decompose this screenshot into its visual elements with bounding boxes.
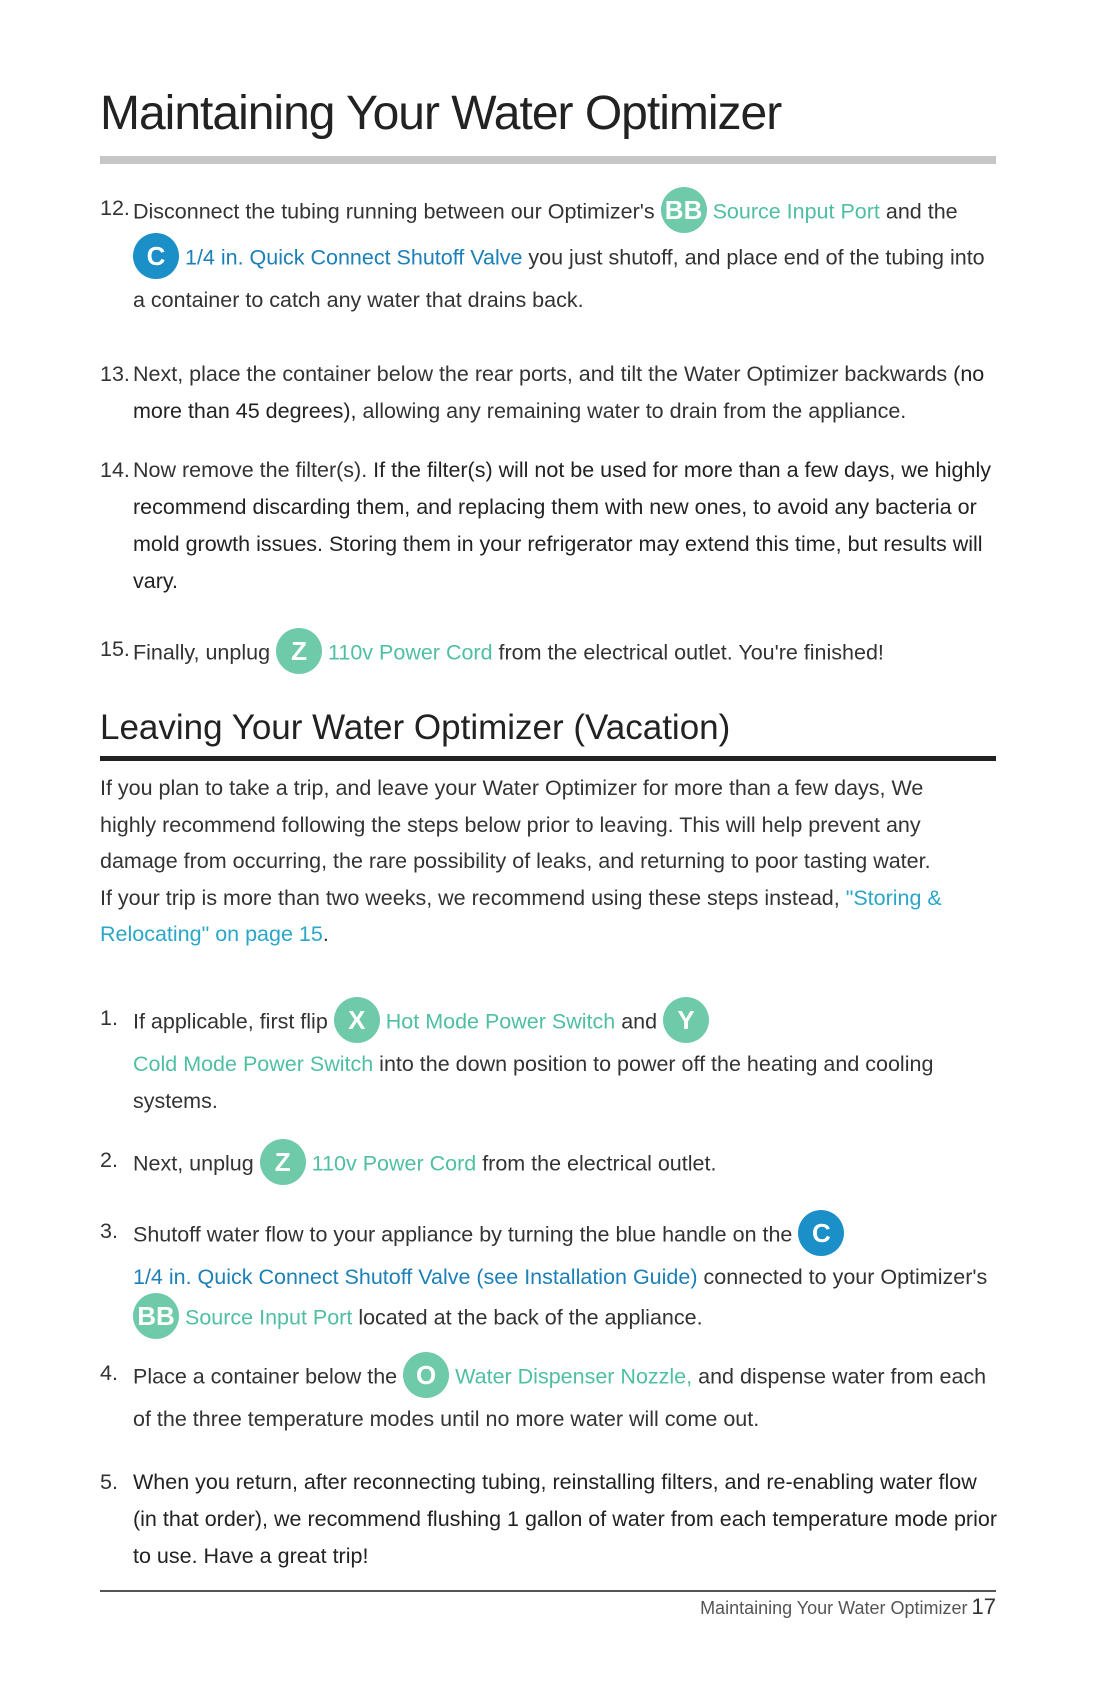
part-quick-connect-valve: 1/4 in. Quick Connect Shutoff Valve (see Installation Guide) xyxy=(133,1265,698,1289)
step-text: When you return, after reconnecting tubing, reinstalling filters, and re-enabling water flow (in that order), we recommend flushing 1 gallon of water from each temperature mode prior to use. Have a great trip! xyxy=(133,1470,997,1568)
step-14 xyxy=(100,452,1000,600)
badge-x: X xyxy=(334,997,380,1043)
section-divider xyxy=(100,756,996,761)
page-title: Maintaining Your Water Optimizer xyxy=(100,87,782,140)
step-text: you just shutoff, and place end of the tubing into a container to catch any water that drains back. xyxy=(133,245,985,312)
step-number: 4. xyxy=(100,1361,118,1385)
page-footer xyxy=(700,1594,996,1620)
badge-z: Z xyxy=(260,1139,306,1185)
step-number: 2. xyxy=(100,1148,118,1172)
part-hot-mode-switch: Hot Mode Power Switch xyxy=(385,1009,616,1034)
step-12 xyxy=(100,190,1000,319)
step-text: allowing any remaining water to drain from the appliance. xyxy=(362,399,907,423)
step-number: 5. xyxy=(100,1470,118,1494)
step-text: and xyxy=(621,1009,658,1034)
step-text: and the xyxy=(885,199,958,224)
footer-title: Maintaining Your Water Optimizer xyxy=(700,1598,968,1618)
section-intro xyxy=(100,770,980,953)
step-text: Shutoff water flow to your appliance by turning the blue handle on the xyxy=(133,1222,793,1247)
badge-c: C xyxy=(133,233,179,279)
step-number: 13. xyxy=(100,362,130,386)
part-power-cord: 110v Power Cord xyxy=(328,640,493,665)
step-text: If applicable, first flip xyxy=(133,1009,328,1034)
step-text: and dispense water from each of the three temperature modes until no more water will come out. xyxy=(133,1364,987,1431)
vacation-step-2 xyxy=(100,1142,1000,1188)
step-text: Next, unplug xyxy=(133,1151,254,1176)
badge-bb: BB xyxy=(661,187,707,233)
part-source-input-port: Source Input Port xyxy=(185,1305,353,1330)
step-text: connected to your Optimizer's xyxy=(703,1265,988,1289)
title-divider xyxy=(100,156,996,164)
intro-text: If you plan to take a trip, and leave your Water Optimizer for more than a few days, We highly recommend following the steps below prior to leaving. This will help prevent any damage from occurring, the rare possibility of leaks, and returning to poor tasting water. xyxy=(100,776,931,873)
footer-divider xyxy=(100,1590,996,1592)
step-text: from the electrical outlet. You're finished! xyxy=(498,640,884,665)
step-text: Place a container below the xyxy=(133,1364,398,1389)
step-text: Now remove the filter(s). xyxy=(133,458,368,482)
step-number: 12. xyxy=(100,196,130,220)
step-text: Finally, unplug xyxy=(133,640,271,665)
step-13 xyxy=(100,356,1000,430)
part-dispenser-nozzle: Water Dispenser Nozzle, xyxy=(455,1364,693,1389)
step-text: located at the back of the appliance. xyxy=(358,1305,703,1330)
part-source-input-port: Source Input Port xyxy=(712,199,880,224)
part-quick-connect-valve: 1/4 in. Quick Connect Shutoff Valve xyxy=(185,245,523,270)
step-emphasis: (no more than 45 degrees), xyxy=(133,362,985,423)
vacation-step-5 xyxy=(100,1464,1000,1575)
storing-relocating-link[interactable]: "Storing & Relocating" on page 15 xyxy=(100,885,942,946)
step-text: into the down position to power off the heating and cooling systems. xyxy=(133,1052,934,1113)
vacation-step-4 xyxy=(100,1355,1000,1438)
vacation-step-1 xyxy=(100,1000,1000,1120)
intro-text: If your trip is more than two weeks, we recommend using these steps instead, xyxy=(100,885,840,910)
badge-o: O xyxy=(403,1352,449,1398)
section-title: Leaving Your Water Optimizer (Vacation) xyxy=(100,708,731,747)
intro-text: . xyxy=(322,922,329,946)
step-number: 14. xyxy=(100,458,130,482)
step-text: Disconnect the tubing running between our Optimizer's xyxy=(133,199,655,224)
manual-page xyxy=(100,0,1000,1700)
step-number: 15. xyxy=(100,637,130,661)
badge-bb: BB xyxy=(133,1293,179,1339)
page-number: 17 xyxy=(971,1594,996,1619)
step-number: 3. xyxy=(100,1219,118,1243)
step-text: from the electrical outlet. xyxy=(482,1151,717,1176)
badge-y: Y xyxy=(663,997,709,1043)
vacation-step-3 xyxy=(100,1213,1000,1342)
badge-z: Z xyxy=(276,628,322,674)
step-15 xyxy=(100,631,1000,677)
part-power-cord: 110v Power Cord xyxy=(311,1151,477,1176)
step-number: 1. xyxy=(100,1006,118,1030)
step-emphasis: If the filter(s) will not be used for more than a few days, we highly recommend discarding them, and replacing them with new ones, to avoid any bacteria or mold growth issues. Storing them in your refrigerator may extend this time, but results will vary. xyxy=(133,458,991,593)
part-cold-mode-switch: Cold Mode Power Switch xyxy=(133,1052,374,1076)
badge-c: C xyxy=(798,1210,844,1256)
step-text: Next, place the container below the rear ports, and tilt the Water Optimizer backwards xyxy=(133,362,948,386)
